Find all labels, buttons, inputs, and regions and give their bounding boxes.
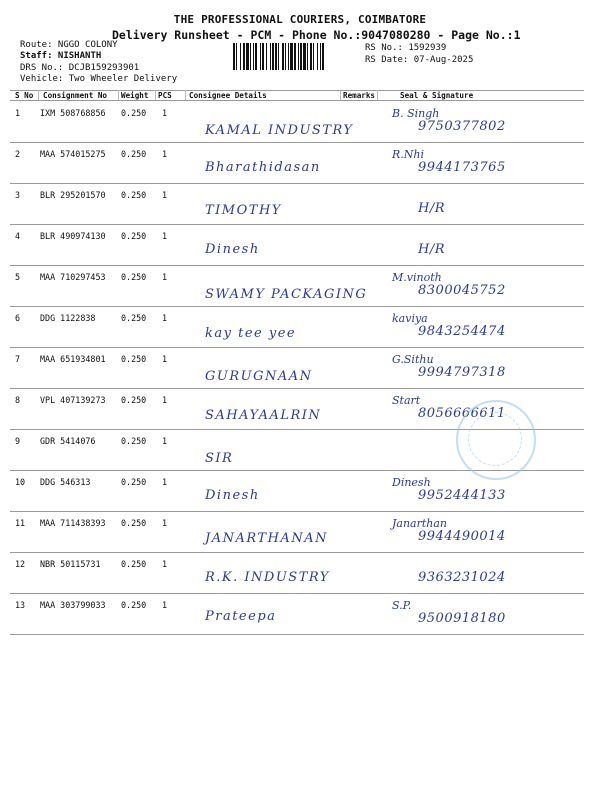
staff-label: Staff: NISHANTH: [20, 51, 102, 61]
row-weight: 0.250: [121, 436, 147, 446]
row-pcs: 1: [162, 395, 168, 405]
table-row: [10, 265, 584, 306]
row-sno: 4: [15, 231, 21, 241]
row-weight: 0.250: [121, 313, 147, 323]
row-signature-name: Dinesh: [392, 476, 431, 489]
drs-label: DRS No.: DCJB159293901: [20, 63, 140, 73]
row-weight: 0.250: [121, 149, 147, 159]
row-consignment-no: BLR 490974130: [40, 231, 106, 241]
row-signature-name: M.vinoth: [392, 271, 442, 284]
col-header-signature: Seal & Signature: [400, 91, 474, 100]
table-row: [10, 306, 584, 347]
row-signature-phone: 9994797318: [418, 365, 506, 380]
row-consignee: JANARTHANAN: [205, 531, 328, 546]
row-consignment-no: MAA 711438393: [40, 518, 106, 528]
row-consignment-no: NBR 50115731: [40, 559, 101, 569]
row-sno: 12: [15, 559, 26, 569]
row-sno: 8: [15, 395, 21, 405]
row-sno: 13: [15, 600, 26, 610]
row-pcs: 1: [162, 108, 168, 118]
row-pcs: 1: [162, 231, 168, 241]
row-weight: 0.250: [121, 190, 147, 200]
row-consignment-no: MAA 574015275: [40, 149, 106, 159]
runsheet-title: Delivery Runsheet - PCM - Phone No.:9047080280 - Page No.:1: [112, 28, 521, 42]
row-pcs: 1: [162, 149, 168, 159]
table-row: [10, 593, 584, 634]
row-pcs: 1: [162, 518, 168, 528]
row-sno: 10: [15, 477, 26, 487]
row-pcs: 1: [162, 313, 168, 323]
row-signature-phone: 9843254474: [418, 324, 506, 339]
row-weight: 0.250: [121, 272, 147, 282]
row-sno: 5: [15, 272, 21, 282]
row-consignee: Dinesh: [205, 488, 260, 503]
row-weight: 0.250: [121, 395, 147, 405]
route-label: Route: NGGO COLONY: [20, 40, 118, 50]
row-weight: 0.250: [121, 518, 147, 528]
table-row: [10, 183, 584, 224]
row-pcs: 1: [162, 272, 168, 282]
row-consignee: R.K. INDUSTRY: [205, 570, 330, 585]
row-sno: 1: [15, 108, 21, 118]
row-signature-phone: H/R: [418, 242, 446, 257]
courier-seal-stamp: [456, 400, 536, 480]
table-row: [10, 142, 584, 183]
row-signature-name: R.Nhi: [392, 148, 425, 161]
company-name: THE PROFESSIONAL COURIERS, COIMBATORE: [173, 13, 427, 26]
row-signature-name: Start: [392, 394, 421, 407]
row-consignment-no: MAA 303799033: [40, 600, 106, 610]
row-sno: 2: [15, 149, 21, 159]
row-signature-phone: 9944490014: [418, 529, 506, 544]
row-consignee: GURUGNAAN: [205, 369, 313, 384]
row-signature-phone: 8300045752: [418, 283, 506, 298]
row-pcs: 1: [162, 190, 168, 200]
table-row: [10, 224, 584, 265]
row-consignment-no: MAA 710297453: [40, 272, 106, 282]
rs-number: RS No.: 1592939: [365, 43, 447, 53]
row-weight: 0.250: [121, 108, 147, 118]
col-header-consignee: Consignee Details: [189, 91, 267, 100]
row-signature-name: B. Singh: [392, 107, 440, 120]
col-header-sno: S No: [15, 91, 34, 100]
col-header-consignment: Consignment No: [43, 91, 108, 100]
col-header-remarks: Remarks: [343, 91, 376, 100]
row-weight: 0.250: [121, 600, 147, 610]
table-row: [10, 347, 584, 388]
row-sno: 3: [15, 190, 21, 200]
row-consignee: kay tee yee: [205, 326, 297, 341]
rs-date: RS Date: 07-Aug-2025: [365, 55, 474, 65]
row-signature-name: G.Sithu: [392, 353, 434, 366]
row-signature-phone: 9952444133: [418, 488, 506, 503]
col-header-pcs: PCS: [158, 91, 172, 100]
row-weight: 0.250: [121, 559, 147, 569]
row-signature-phone: 9750377802: [418, 119, 506, 134]
barcode-image: [233, 43, 361, 70]
row-pcs: 1: [162, 354, 168, 364]
row-consignee: SAHAYAALRIN: [205, 408, 322, 423]
row-sno: 11: [15, 518, 26, 528]
row-pcs: 1: [162, 436, 168, 446]
row-consignee: Bharathidasan: [205, 160, 321, 175]
col-header-weight: Weight: [121, 91, 149, 100]
row-consignee: SWAMY PACKAGING: [205, 287, 368, 302]
table-row: [10, 101, 584, 142]
row-consignment-no: GDR 5414076: [40, 436, 96, 446]
row-consignment-no: IXM 508768856: [40, 108, 106, 118]
row-pcs: 1: [162, 600, 168, 610]
row-pcs: 1: [162, 477, 168, 487]
row-consignee: TIMOTHY: [205, 203, 282, 218]
row-signature-phone: 8056666611: [418, 406, 506, 421]
row-consignee: SIR: [205, 451, 234, 466]
row-consignment-no: BLR 295201570: [40, 190, 106, 200]
row-consignment-no: VPL 407139273: [40, 395, 106, 405]
row-signature-name: kaviya: [392, 312, 428, 325]
row-weight: 0.250: [121, 354, 147, 364]
row-pcs: 1: [162, 559, 168, 569]
row-consignee: KAMAL INDUSTRY: [205, 123, 354, 138]
row-weight: 0.250: [121, 231, 147, 241]
row-signature-phone: 9944173765: [418, 160, 506, 175]
vehicle-label: Vehicle: Two Wheeler Delivery: [20, 74, 178, 84]
row-signature-phone: 9363231024: [418, 570, 506, 585]
row-rule: [10, 634, 584, 635]
row-signature-phone: H/R: [418, 201, 446, 216]
row-consignee: Prateepa: [205, 609, 277, 624]
row-consignment-no: DDG 546313: [40, 477, 91, 487]
row-sno: 6: [15, 313, 21, 323]
table-row: [10, 552, 584, 593]
row-sno: 7: [15, 354, 21, 364]
row-signature-name: S.P.: [392, 599, 412, 612]
row-weight: 0.250: [121, 477, 147, 487]
table-row: [10, 511, 584, 552]
row-consignment-no: DDG 1122838: [40, 313, 96, 323]
row-signature-name: Janarthan: [392, 517, 448, 530]
row-consignee: Dinesh: [205, 242, 260, 257]
row-consignment-no: MAA 651934801: [40, 354, 106, 364]
row-sno: 9: [15, 436, 21, 446]
row-signature-phone: 9500918180: [418, 611, 506, 626]
